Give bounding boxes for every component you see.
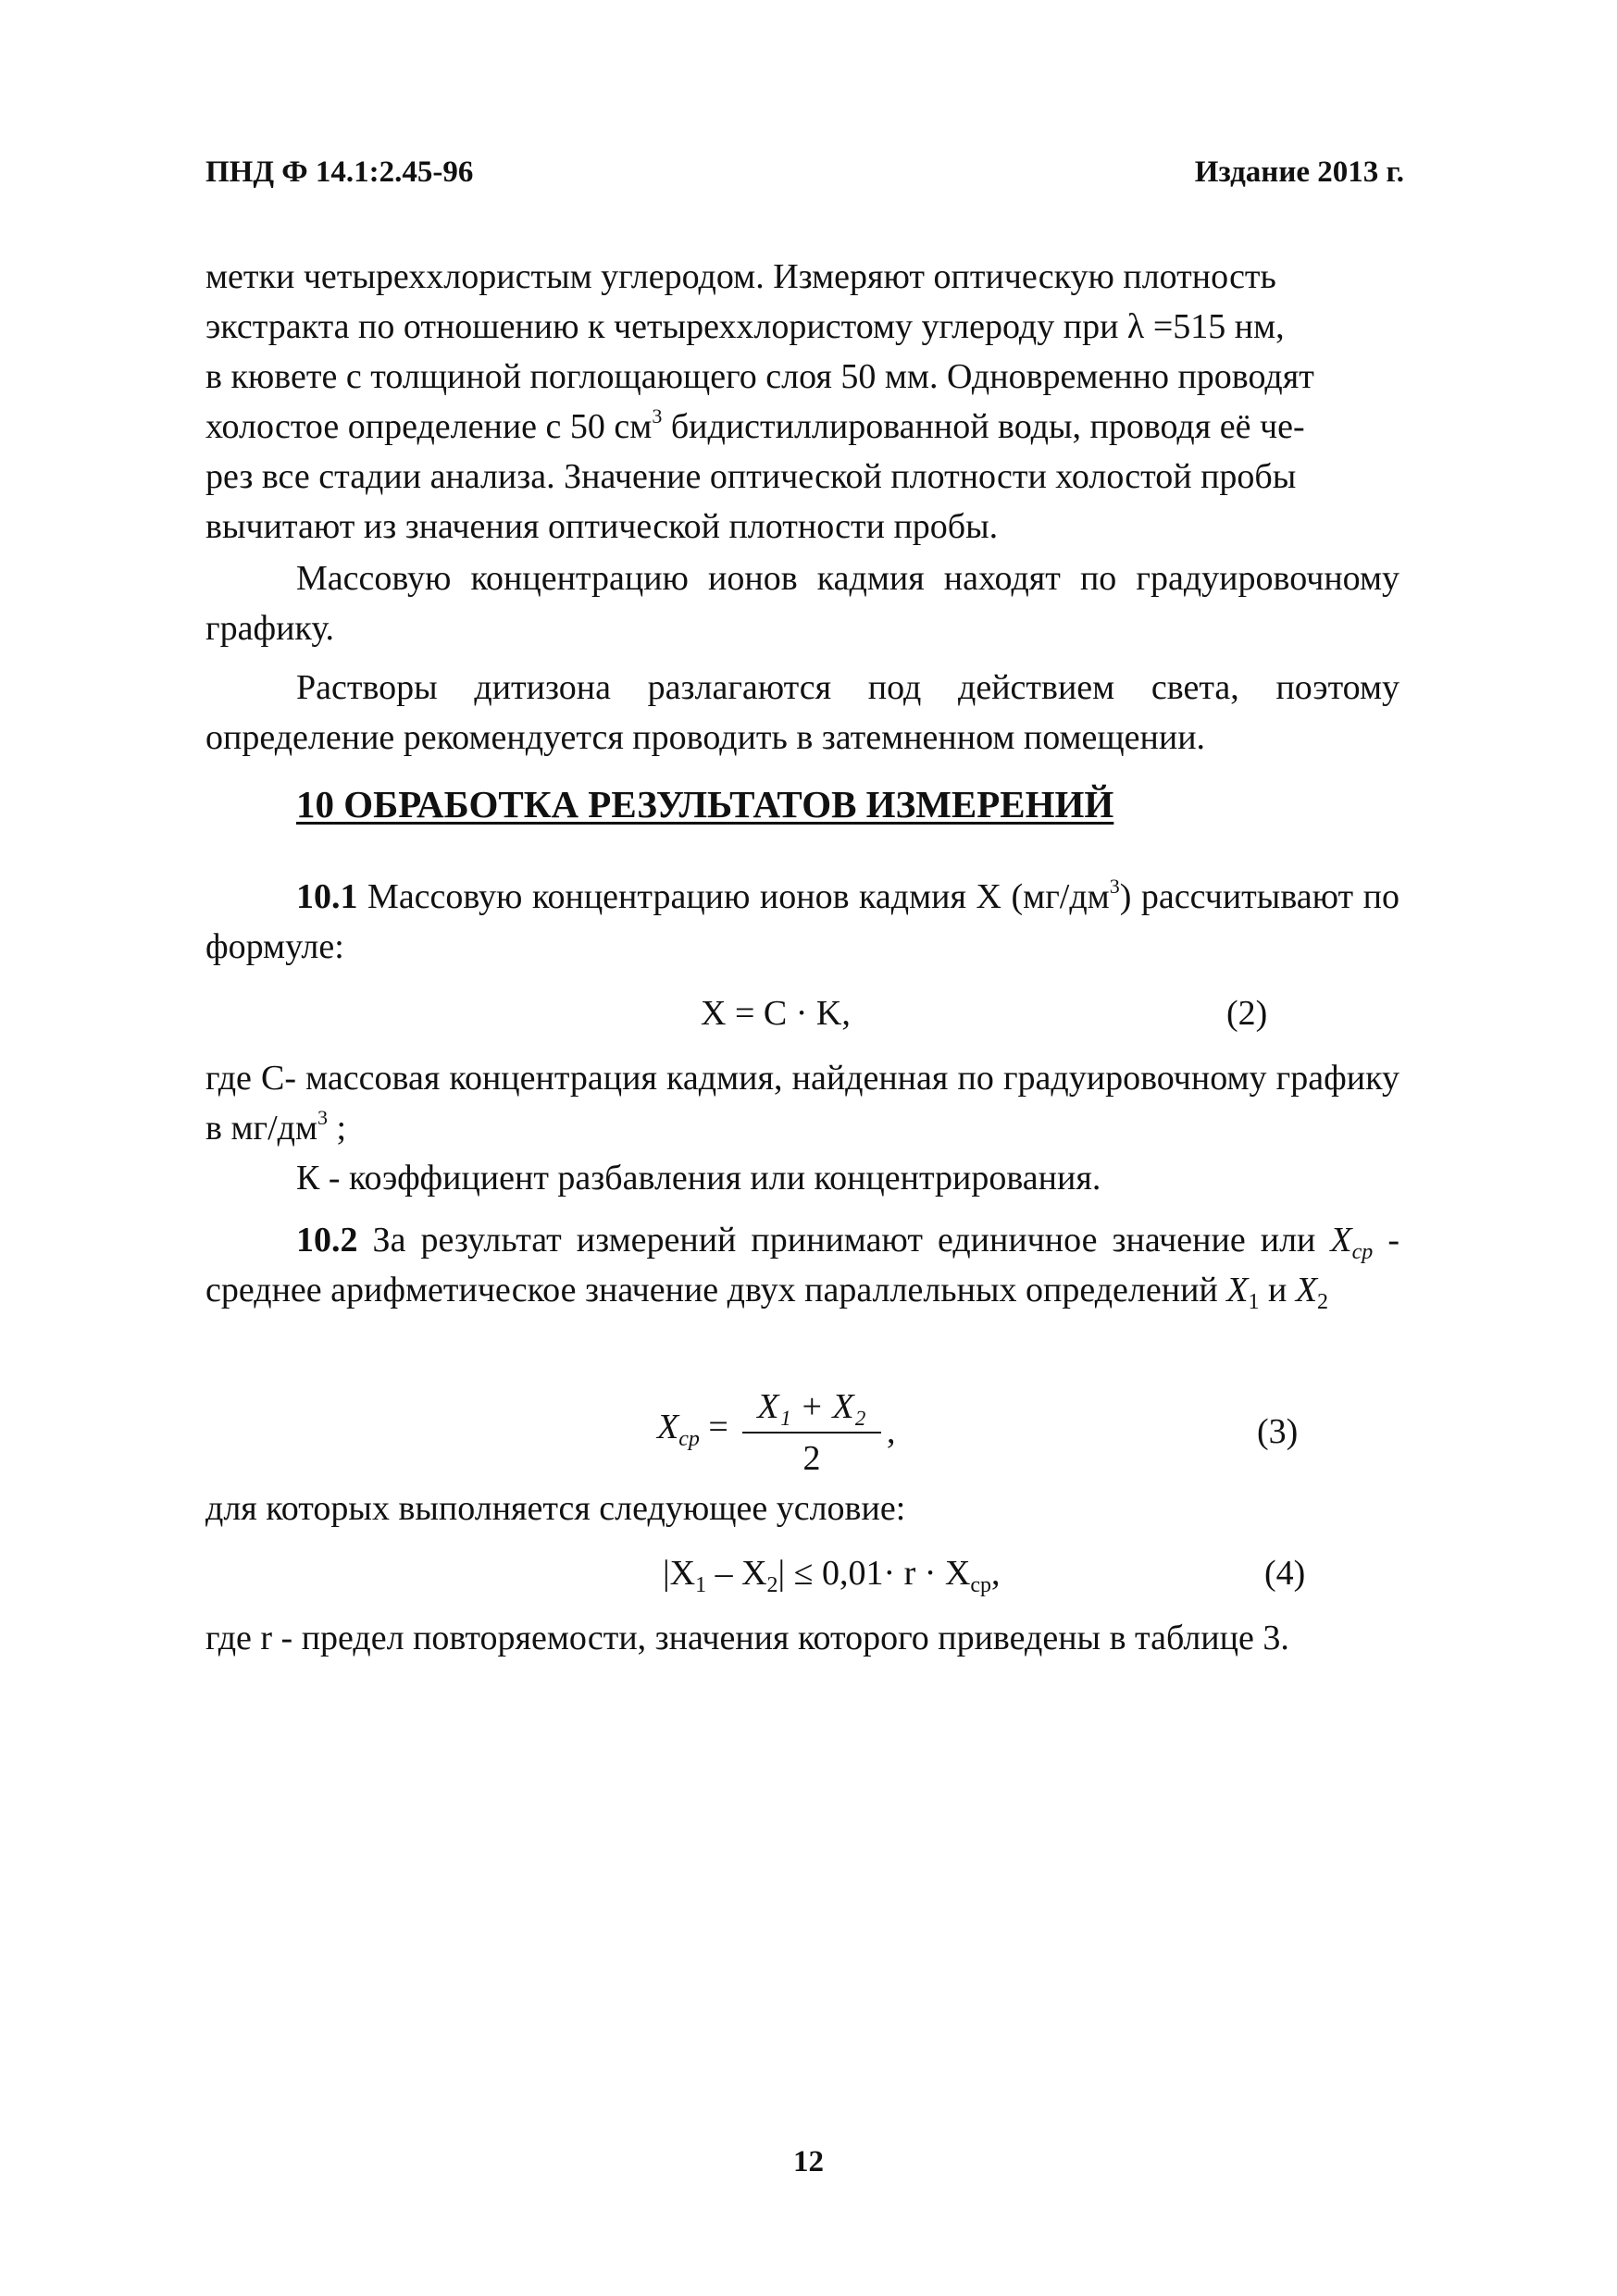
condition-text: для которых выполняется следующее условие:: [205, 1489, 906, 1528]
equation-number: (2): [1226, 994, 1268, 1033]
text-fragment: и: [1259, 1271, 1296, 1309]
variable: X: [1226, 1271, 1249, 1309]
text-line: экстракта по отношению к четыреххлористому углероду при λ =515 нм,: [205, 307, 1285, 346]
text-line: метки четыреххлористым углеродом. Измеряют оптическую плотность: [205, 257, 1276, 296]
section-title: 10 ОБРАБОТКА РЕЗУЛЬТАТОВ ИЗМЕРЕНИЙ: [296, 783, 1114, 825]
paragraph-dithizone: Растворы дитизона разлагаются под действием света, поэтому определение рекомендуется проводить в затемненном помещении.: [205, 668, 1399, 757]
paragraph-measurement: [205, 252, 1399, 552]
fraction-denominator: 2: [802, 1439, 821, 1478]
subscript: 2: [766, 1573, 778, 1597]
formula-3-lhs: [657, 1402, 728, 1452]
where-definition-k: К - коэффициент разбавления или концентрирования.: [296, 1159, 1101, 1198]
text-fragment: За результат измерений принимают единичное значение или: [357, 1221, 1331, 1260]
formula-4: [663, 1548, 1001, 1598]
variable: X: [657, 1408, 679, 1446]
subscript: 2: [1317, 1290, 1329, 1314]
subscript: 1: [1248, 1290, 1260, 1314]
text-fragment: |X: [663, 1554, 696, 1593]
variable: X: [1295, 1271, 1318, 1309]
text-fragment: Массовую концентрацию ионов кадмия X (мг/дм: [357, 877, 1110, 916]
text-fragment: ,: [991, 1554, 1001, 1593]
text-line: в кювете с толщиной поглощающего слоя 50 мм. Одновременно проводят: [205, 357, 1314, 396]
fraction-bar: [742, 1432, 881, 1433]
document-code: ПНД Ф 14.1:2.45-96: [205, 155, 474, 189]
paragraph-10-2: [205, 1215, 1399, 1315]
fraction-numerator: X₁ + X₂: [757, 1387, 866, 1426]
equals-sign: =: [708, 1408, 728, 1446]
superscript: 3: [652, 404, 663, 428]
equation-number: (4): [1264, 1554, 1306, 1593]
paragraph-10-1: [205, 872, 1399, 972]
subscript: 1: [695, 1573, 707, 1597]
subscript: cp: [1351, 1240, 1374, 1264]
text-fragment: ;: [328, 1109, 347, 1148]
formula-3-fraction: [742, 1384, 881, 1482]
text-line: [205, 402, 1399, 452]
formula-3-trail: ,: [887, 1412, 896, 1451]
text-fragment: холостое определение с 50 см: [205, 407, 653, 446]
superscript: 3: [1109, 875, 1120, 898]
equation-number: (3): [1257, 1412, 1299, 1451]
variable: X: [1330, 1221, 1352, 1260]
text-fragment: где С- массовая концентрация кадмия, найденная по градуировочному графику в мг/дм: [205, 1059, 1399, 1148]
text-line: рез все стадии анализа. Значение оптической плотности холостой пробы: [205, 457, 1297, 496]
clause-number: 10.1: [296, 877, 358, 916]
subscript: cp: [678, 1427, 700, 1451]
edition-label: Издание 2013 г.: [1194, 155, 1404, 189]
text-fragment: - среднее арифметическое значение двух параллельных определений: [205, 1221, 1399, 1309]
clause-number: 10.2: [296, 1221, 358, 1260]
page-number: 12: [793, 2145, 824, 2178]
formula-2: X = C · K,: [701, 994, 851, 1033]
text-fragment: бидистиллированной воды, проводя её че-: [662, 407, 1305, 446]
paragraph-calibration: Массовую концентрацию ионов кадмия находят по градуировочному графику.: [205, 559, 1399, 648]
text-fragment: – X: [706, 1554, 767, 1593]
text-fragment: | ≤ 0,01· r · X: [777, 1554, 971, 1593]
where-definition-c: [205, 1053, 1399, 1153]
where-definition-r: где r - предел повторяемости, значения которого приведены в таблице 3.: [205, 1619, 1289, 1657]
text-fragment: ) рассчитывают по формуле:: [205, 877, 1399, 966]
superscript: 3: [317, 1106, 329, 1129]
text-line: вычитают из значения оптической плотности пробы.: [205, 507, 999, 546]
subscript: cp: [970, 1573, 992, 1597]
